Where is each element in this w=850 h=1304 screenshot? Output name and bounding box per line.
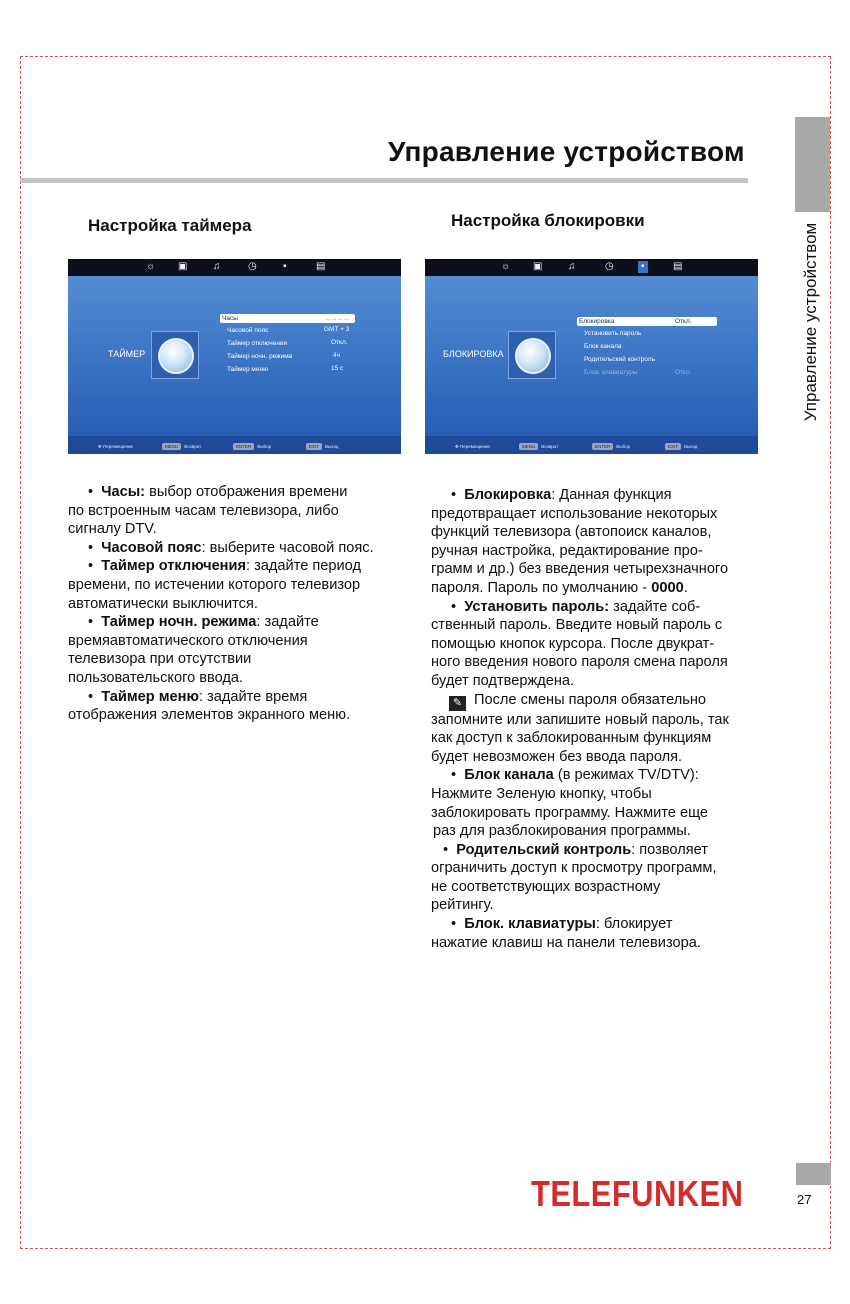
picture-icon: ☼ (501, 261, 511, 272)
timer-item-night[interactable]: Таймер ночн. режима (227, 353, 293, 360)
text-line: отображения элементов экранного меню. (68, 707, 351, 724)
side-label: Управление устройством (801, 222, 820, 422)
timer-bullet-night: • Таймер ночн. режима: задайте (88, 614, 319, 631)
side-tab (795, 117, 830, 212)
lock-bullet-keypad: • Блок. клавиатуры: блокирует (451, 916, 673, 933)
move-hint: ✥ Перемещение (98, 444, 134, 449)
timer-value-sleep: Откл. (331, 339, 348, 346)
enter-hint: ENTER Выбор (592, 443, 630, 450)
channel-icon: ▣ (178, 261, 188, 272)
clock-icon: ◷ (605, 261, 614, 272)
timer-bullet-clock: • Часы: выбор отображения времени (88, 484, 348, 500)
channel-icon: ▣ (533, 261, 543, 272)
lock-item-lock[interactable]: Блокировка (577, 317, 717, 326)
lock-screen-label: БЛОКИРОВКА (443, 349, 504, 359)
page-number-tab (796, 1163, 831, 1185)
lock-bullet-password: • Установить пароль: задайте соб- (451, 598, 701, 615)
menu-tab-bar (425, 259, 758, 276)
lock-item-parental[interactable]: Родительский контроль (584, 356, 655, 363)
lock-item-set-password[interactable]: Установить пароль (584, 330, 642, 337)
timer-value-menu: 15 с (331, 365, 344, 372)
text-line: рейтингу. (431, 897, 494, 914)
note-icon: ✎ (449, 696, 466, 711)
text-line: ограничить доступ к просмотру программ, (431, 860, 717, 877)
timer-value-clock: -- -- -- -- (326, 316, 349, 323)
timer-menu-screenshot (68, 259, 401, 454)
text-line: предотвращает использование некоторых (431, 505, 718, 522)
lock-bullet-channel: • Блок канала (в режимах TV/DTV): (451, 767, 699, 784)
text-line: нажатие клавиш на панели телевизора. (431, 934, 701, 951)
text-line: раз для разблокирования программы. (433, 823, 691, 840)
text-line: будет невозможен без ввода пароля. (431, 748, 683, 765)
exit-hint: EXIT Выход (665, 443, 697, 450)
timer-item-sleep[interactable]: Таймер отключения (227, 340, 288, 347)
timer-bullet-timezone: • Часовой пояс: выберите часовой пояс. (88, 539, 374, 556)
timer-screen-label: ТАЙМЕР (108, 349, 146, 359)
text-line: пользовательского ввода. (68, 669, 244, 686)
menu-footer (425, 436, 758, 454)
lock-icon: ▪ (283, 261, 287, 272)
text-line: не соответствующих возрастному (431, 878, 661, 895)
text-line: помощью кнопок курсора. После двукрат- (431, 635, 715, 652)
clock-picture (151, 331, 199, 379)
page-number: 27 (797, 1192, 812, 1207)
lock-icon: ▪ (638, 261, 648, 273)
lock-picture (508, 331, 556, 379)
text-line: ного введения нового пароля смена пароля (431, 654, 728, 671)
text-line: пароля. Пароль по умолчанию - 0000. (431, 579, 688, 596)
lock-bullet-parental: • Родительский контроль: позволяет (443, 841, 708, 858)
lock-heading: Настройка блокировки (451, 211, 645, 230)
text-line: функций телевизора (автопоиск каналов, (431, 524, 712, 541)
brand-logo: TELEFUNKEN (531, 1173, 744, 1214)
sound-icon: ♫ (568, 261, 576, 272)
timer-bullet-sleep: • Таймер отключения: задайте период (88, 558, 361, 575)
text-line: Нажмите Зеленую кнопку, чтобы (431, 785, 652, 802)
lock-bullet-lock: • Блокировка: Данная функция (451, 487, 672, 503)
text-line: как доступ к заблокированным функциям (431, 730, 712, 747)
setup-icon: ▤ (673, 261, 683, 272)
lock-description (431, 486, 729, 952)
menu-footer (68, 436, 401, 454)
timer-item-menu[interactable]: Таймер меню (227, 366, 268, 373)
text-line: запомните или запишите новый пароль, так (431, 711, 729, 728)
timer-item-timezone[interactable]: Часовой пояс (227, 327, 269, 334)
lock-menu-screenshot (425, 259, 758, 454)
enter-hint: ENTER Выбор (233, 443, 271, 450)
sound-icon: ♫ (213, 261, 221, 272)
text-line: ственный пароль. Введите новый пароль с (431, 617, 723, 634)
text-line: времяавтоматического отключения (68, 632, 308, 649)
menu-hint: MENU Возврат (162, 443, 201, 450)
clock-icon: ◷ (248, 261, 257, 272)
text-line: автоматически выключится. (68, 595, 258, 612)
title-rule (20, 178, 748, 183)
timer-description (68, 483, 374, 725)
lock-item-channel-lock[interactable]: Блок канала (584, 343, 622, 350)
menu-tab-bar (68, 259, 401, 276)
lock-item-keypad[interactable]: Блок. клавиатуры (584, 369, 638, 376)
text-line: телевизора при отсутствии (68, 651, 252, 668)
menu-hint: MENU Возврат (519, 443, 558, 450)
text-line: ручная настройка, редактирование про- (431, 542, 703, 559)
timer-value-night: 4ч (333, 352, 341, 359)
setup-icon: ▤ (316, 261, 326, 272)
text-line: будет подтверждена. (431, 672, 575, 689)
exit-hint: EXIT Выход (306, 443, 338, 450)
page-title: Управление устройством (388, 136, 745, 167)
lock-value-lock: Откл. (675, 318, 692, 325)
picture-icon: ☼ (146, 261, 156, 272)
text-line: сигналу DTV. (68, 521, 157, 538)
timer-bullet-menu: • Таймер меню: задайте время (88, 688, 308, 705)
text-line: по встроенным часам телевизора, либо (68, 502, 339, 519)
text-line: заблокировать программу. Нажмите еще (431, 804, 709, 821)
timer-item-clock[interactable]: Часы (220, 314, 355, 323)
timer-value-timezone: GMT + 3 (324, 326, 350, 333)
move-hint: ✥ Перемещение (455, 444, 491, 449)
text-line: времени, по истечении которого телевизор (68, 576, 361, 593)
text-line: грамм и др.) без введения четырехзначного (431, 561, 729, 578)
lock-value-keypad: Откл. (675, 369, 692, 376)
timer-heading: Настройка таймера (88, 216, 252, 235)
lock-note: ✎ После смены пароля обязательно (431, 691, 729, 711)
